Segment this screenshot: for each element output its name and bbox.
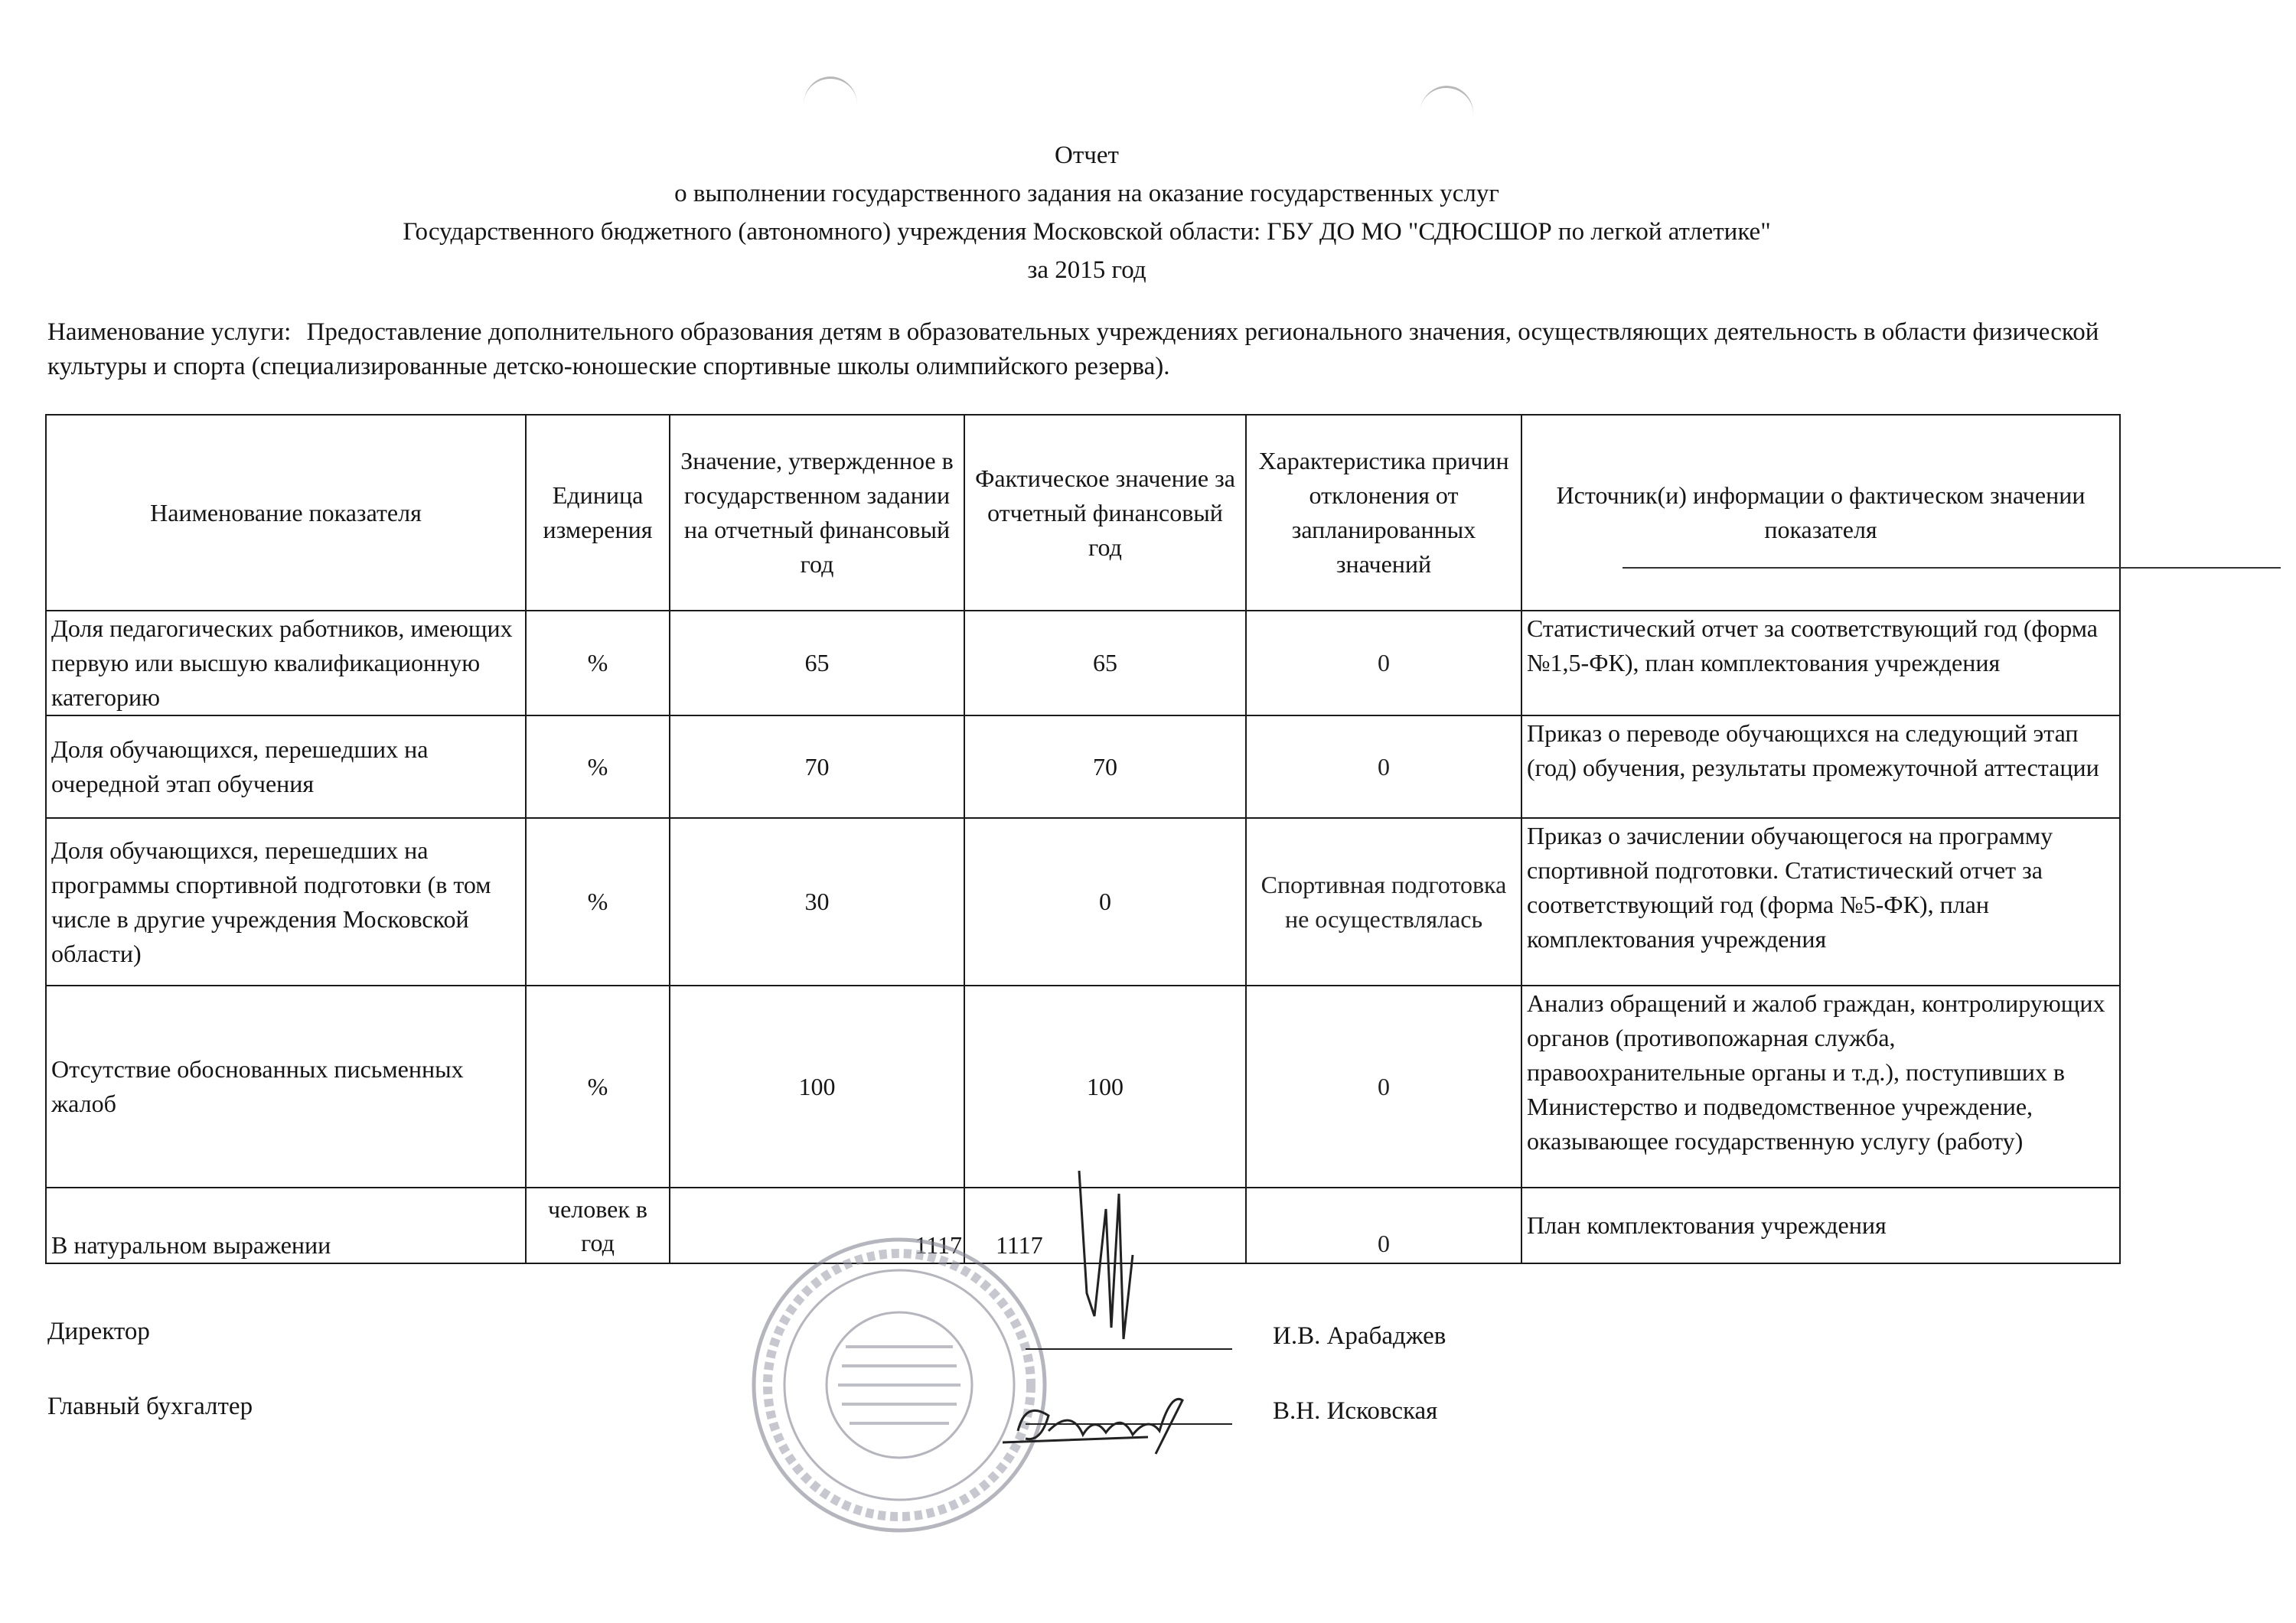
service-text: Предоставление дополнительного образования детям в образовательных учреждениях регионального значения, осуществляющих деятельность в области физической культуры и спорта (специализированные детско-юношеские спортивные школы олимпийского резерва). [47, 318, 2099, 380]
natural-unit: человек в год [526, 1188, 670, 1263]
director-name: И.В. Арабаджев [1273, 1322, 1446, 1350]
director-label: Директор [47, 1318, 150, 1345]
indicator-reason: Спортивная подготовка не осуществлялась [1246, 818, 1521, 986]
accountant-name: В.Н. Исковская [1273, 1397, 1438, 1425]
indicator-plan: 30 [670, 818, 964, 986]
natural-source: План комплектования учреждения [1521, 1188, 2120, 1263]
header-indicator-name: Наименование показателя [46, 415, 526, 611]
header-info-source: Источник(и) информации о фактическом значении показателя [1521, 415, 2120, 611]
director-signature-line [1026, 1348, 1232, 1350]
indicator-name: Доля педагогических работников, имеющих первую или высшую квалификационную категорию [46, 611, 526, 715]
natural-reason: 0 [1246, 1188, 1521, 1263]
indicator-plan: 100 [670, 986, 964, 1188]
title-line-4: за 2015 год [1027, 256, 1146, 284]
indicator-reason: 0 [1246, 611, 1521, 715]
header-plan-value: Значение, утвержденное в государственном задании на отчетный финансовый год [670, 415, 964, 611]
natural-fact: 1117 [964, 1188, 1246, 1263]
table-row [46, 715, 2120, 818]
indicator-plan: 70 [670, 715, 964, 818]
report-title [0, 136, 2174, 289]
indicator-plan: 65 [670, 611, 964, 715]
indicator-source: Приказ о зачислении обучающегося на программу спортивной подготовки. Статистический отчет за соответствующий год (форма №5-ФК), план комплектования учреждения [1521, 818, 2120, 986]
header-unit: Единица измерения [526, 415, 670, 611]
table-row [46, 818, 2120, 986]
indicator-unit: % [526, 818, 670, 986]
natural-plan: 1117 [670, 1188, 964, 1263]
header-fact-value: Фактическое значение за отчетный финансовый год [964, 415, 1246, 611]
indicator-name: Доля обучающихся, перешедших на программы спортивной подготовки (в том числе в другие учреждения Московской области) [46, 818, 526, 986]
indicator-fact: 100 [964, 986, 1246, 1188]
indicator-source: Анализ обращений и жалоб граждан, контролирующих органов (противопожарная служба, правоохранительные органы и т.д.), поступивших в Министерство и подведомственное учреждение, оказывающее государственную услугу (работу) [1521, 986, 2120, 1188]
table-row [46, 611, 2120, 715]
indicator-name: Доля обучающихся, перешедших на очередной этап обучения [46, 715, 526, 818]
title-line-3: Государственного бюджетного (автономного) учреждения Московской области: ГБУ ДО МО "СДЮСШОР по легкой атлетике" [403, 218, 1771, 246]
service-description [47, 315, 2129, 384]
header-deviation-reason: Характеристика причин отклонения от запланированных значений [1246, 415, 1521, 611]
indicator-source: Статистический отчет за соответствующий год (форма №1,5-ФК), план комплектования учреждения [1521, 611, 2120, 715]
header-underline [1623, 567, 2281, 569]
indicator-unit: % [526, 715, 670, 818]
indicator-fact: 70 [964, 715, 1246, 818]
director-signature [1064, 1163, 1148, 1354]
indicators-table [45, 414, 2121, 1264]
service-label: Наименование услуги: [47, 318, 292, 346]
indicator-source: Приказ о переводе обучающихся на следующий этап (год) обучения, результаты промежуточной аттестации [1521, 715, 2120, 818]
title-line-1: Отчет [1055, 142, 1119, 169]
indicator-unit: % [526, 611, 670, 715]
indicator-reason: 0 [1246, 986, 1521, 1188]
indicator-reason: 0 [1246, 715, 1521, 818]
accountant-label: Главный бухгалтер [47, 1393, 253, 1420]
natural-name: В натуральном выражении [46, 1188, 526, 1263]
table-row [46, 986, 2120, 1188]
indicator-name: Отсутствие обоснованных письменных жалоб [46, 986, 526, 1188]
punch-hole-mark-left [804, 77, 857, 132]
indicator-unit: % [526, 986, 670, 1188]
accountant-signature [995, 1370, 1194, 1484]
indicator-fact: 65 [964, 611, 1246, 715]
indicator-fact: 0 [964, 818, 1246, 986]
table-header-row [46, 415, 2120, 611]
accountant-signature-line [1026, 1423, 1232, 1425]
title-line-2: о выполнении государственного задания на оказание государственных услуг [674, 180, 1499, 207]
